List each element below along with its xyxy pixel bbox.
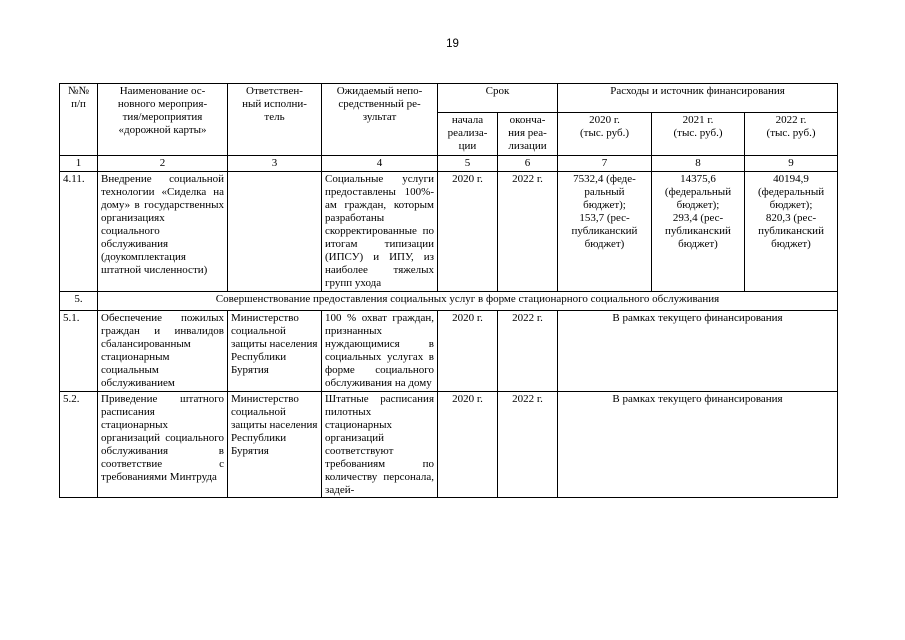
financing-note-text: В рамках текущего финансирования bbox=[612, 393, 783, 405]
column-number: 3 bbox=[228, 156, 322, 172]
row-number-text: 5.2. bbox=[63, 393, 80, 405]
column-number: 7 bbox=[558, 156, 652, 172]
column-number: 6 bbox=[498, 156, 558, 172]
header-row-top bbox=[60, 84, 838, 113]
responsible-executor bbox=[228, 392, 322, 498]
table-row bbox=[60, 172, 838, 292]
start-date: 2020 г. bbox=[438, 311, 498, 392]
activity-name bbox=[98, 392, 228, 498]
header-term: Срок bbox=[438, 84, 558, 113]
start-date: 2020 г. bbox=[438, 172, 498, 292]
financing-2022: 40194,9 (федеральный бюджет); 820,3 (рес- публиканский бюджет) bbox=[745, 172, 838, 292]
header-term-start: начала реализа- ции bbox=[438, 113, 498, 156]
header-num: №№ п/п bbox=[60, 84, 98, 156]
column-number: 8 bbox=[652, 156, 745, 172]
expected-result bbox=[322, 392, 438, 498]
header-result: Ожидаемый непо- средственный ре- зультат bbox=[322, 84, 438, 156]
end-date: 2022 г. bbox=[498, 172, 558, 292]
responsible-executor bbox=[228, 172, 322, 292]
end-date-text: 2022 г. bbox=[512, 393, 543, 405]
financing-note bbox=[558, 392, 838, 498]
header-year-2021: 2021 г. (тыс. руб.) bbox=[652, 113, 745, 156]
column-number: 2 bbox=[98, 156, 228, 172]
activity-name: Обеспечение пожилых граждан и инвалидов сбалансированным стационарным социальным обслуживанием bbox=[98, 311, 228, 392]
responsible-executor: Министерство социальной защиты населения Республики Бурятия bbox=[228, 311, 322, 392]
row-number bbox=[60, 392, 98, 498]
roadmap-table bbox=[59, 83, 838, 498]
financing-2021: 14375,6 (федеральный бюджет); 293,4 (рес- публиканский бюджет) bbox=[652, 172, 745, 292]
table-row bbox=[60, 392, 838, 498]
activity-name: Внедрение социальной технологии «Сиделка на дому» в государственных организациях социального обслуживания (доукомплектация штатной численности) bbox=[98, 172, 228, 292]
header-term-end: оконча- ния реа- лизации bbox=[498, 113, 558, 156]
start-date bbox=[438, 392, 498, 498]
table-row bbox=[60, 311, 838, 392]
activity-name-text: Приведение штатного расписания стационарных организаций социального обслуживания в соответствие с требованиями Минтруда bbox=[101, 393, 224, 483]
end-date bbox=[498, 392, 558, 498]
start-date-text: 2020 г. bbox=[452, 393, 483, 405]
header-responsible: Ответствен- ный исполни- тель bbox=[228, 84, 322, 156]
section-number: 5. bbox=[60, 292, 98, 311]
column-number: 1 bbox=[60, 156, 98, 172]
expected-result: Социальные услуги предоставлены 100%-ам граждан, которым разработаны скорректированные по итогам типизации (ИПСУ) и ИПУ, из наиболее тяжелых групп ухода bbox=[322, 172, 438, 292]
row-number: 4.11. bbox=[60, 172, 98, 292]
header-year-2022: 2022 г. (тыс. руб.) bbox=[745, 113, 838, 156]
end-date: 2022 г. bbox=[498, 311, 558, 392]
column-number: 9 bbox=[745, 156, 838, 172]
column-number: 5 bbox=[438, 156, 498, 172]
responsible-executor-text: Министерство социальной защиты населения Республики Бурятия bbox=[231, 393, 318, 457]
section-title: Совершенствование предоставления социальных услуг в форме стационарного социального обслуживания bbox=[98, 292, 838, 311]
column-number: 4 bbox=[322, 156, 438, 172]
header-year-2020: 2020 г. (тыс. руб.) bbox=[558, 113, 652, 156]
section-row bbox=[60, 292, 838, 311]
financing-2020: 7532,4 (феде- ральный бюджет); 153,7 (рес- публиканский бюджет) bbox=[558, 172, 652, 292]
expected-result: 100 % охват граждан, признанных нуждающимися в социальных услугах в форме социального обслуживания на дому bbox=[322, 311, 438, 392]
row-number: 5.1. bbox=[60, 311, 98, 392]
header-expenses: Расходы и источник финансирования bbox=[558, 84, 838, 113]
financing-note: В рамках текущего финансирования bbox=[558, 311, 838, 392]
page-number: 19 bbox=[446, 38, 459, 50]
header-name: Наименование ос- новного мероприя- тия/мероприятия «дорожной карты» bbox=[98, 84, 228, 156]
column-numbers-row bbox=[60, 156, 838, 172]
expected-result-text: Штатные расписания пилотных стационарных организаций соответствуют требованиям по количеству персонала, задей- bbox=[325, 393, 434, 496]
